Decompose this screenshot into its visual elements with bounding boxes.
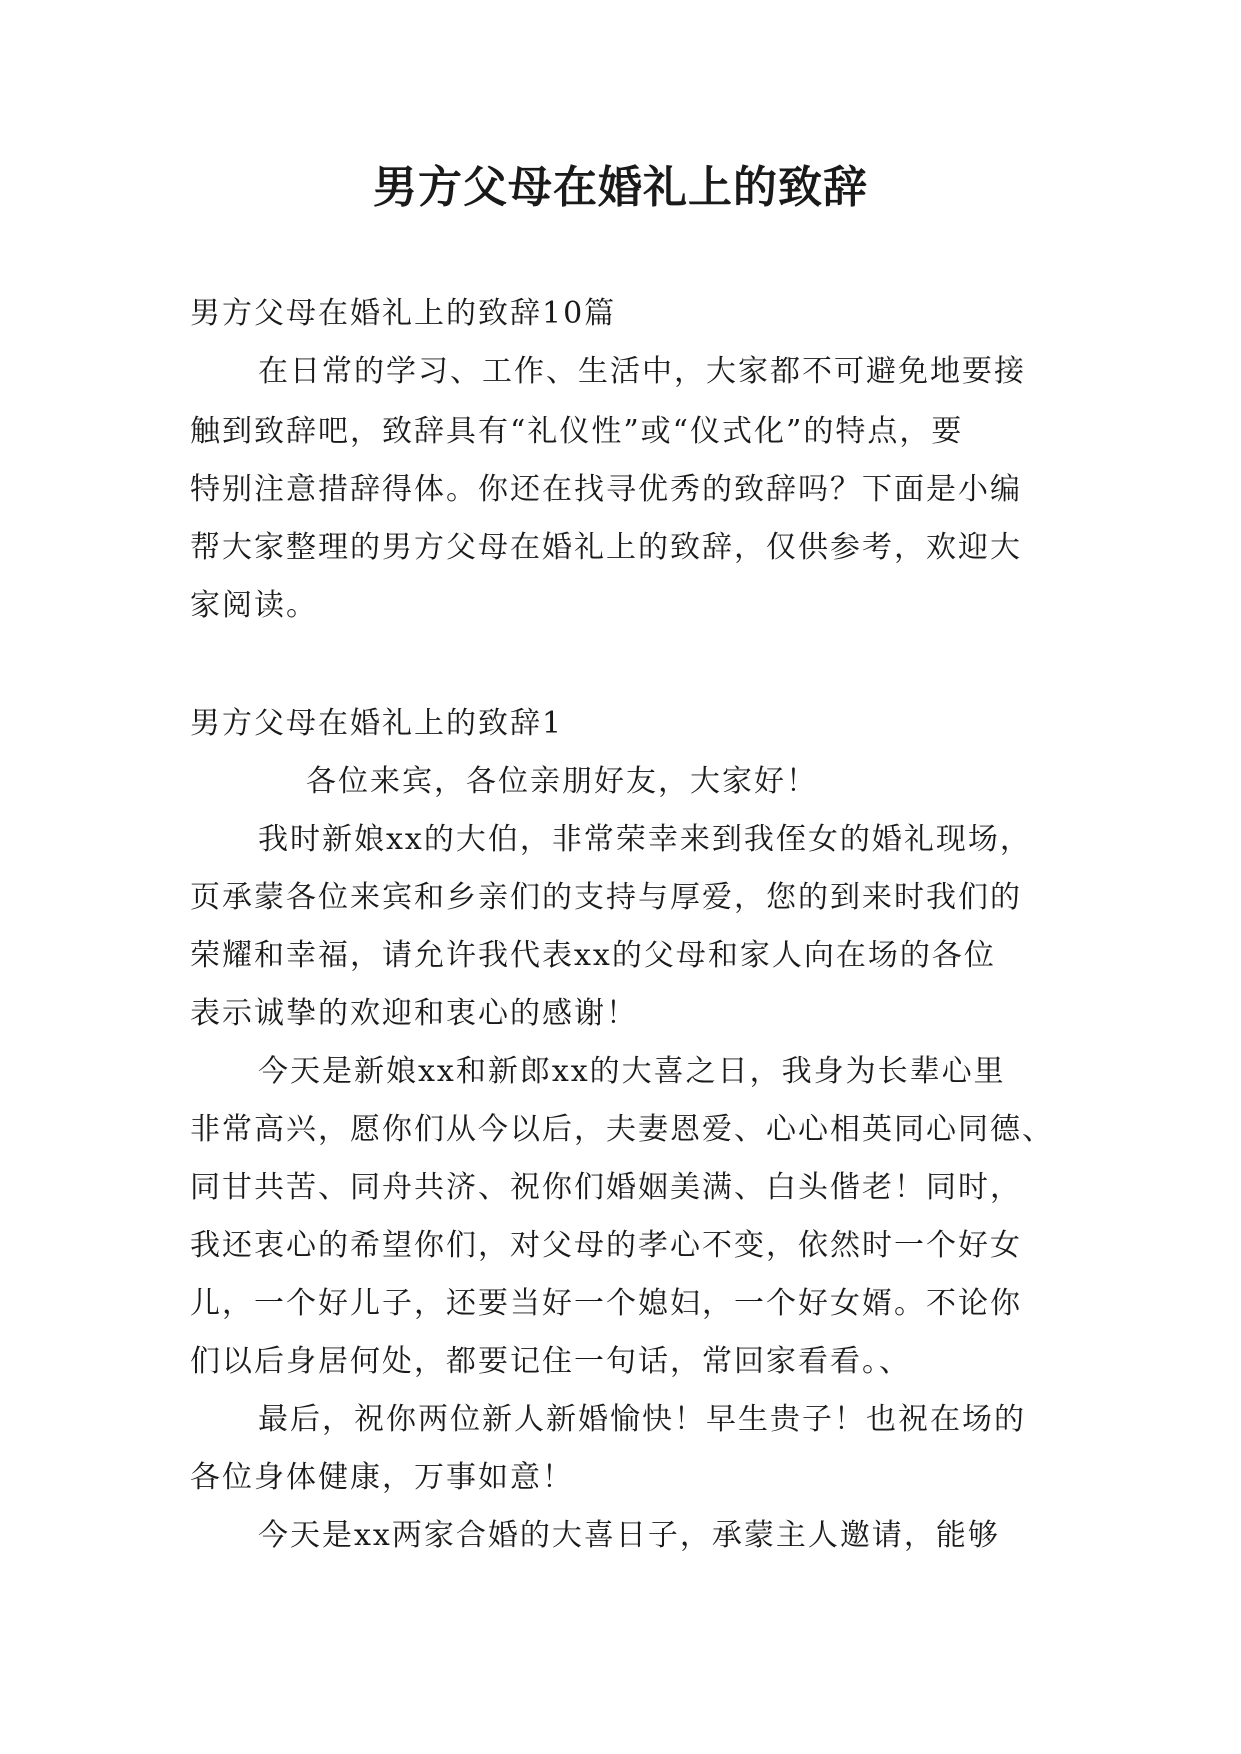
greeting-line: 各位来宾，各位亲朋好友，大家好！	[306, 764, 818, 799]
body-line: 荣耀和幸福，请允许我代表xx的父母和家人向在场的各位	[190, 938, 996, 973]
body-line: 页承蒙各位来宾和乡亲们的支持与厚爱，您的到来时我们的	[190, 880, 1022, 915]
section-heading: 男方父母在婚礼上的致辞1	[190, 706, 564, 741]
intro-line: 特别注意措辞得体。你还在找寻优秀的致辞吗？下面是小编	[190, 472, 1022, 507]
body-line: 儿，一个好儿子，还要当好一个媳妇，一个好女婿。不论你	[190, 1286, 1022, 1321]
intro-line: 帮大家整理的男方父母在婚礼上的致辞，仅供参考，欢迎大	[190, 530, 1022, 565]
intro-line: 在日常的学习、工作、生活中，大家都不可避免地要接	[258, 354, 1026, 389]
document-title: 男方父母在婚礼上的致辞	[373, 162, 868, 213]
body-line: 我还衷心的希望你们，对父母的孝心不变，依然时一个好女	[190, 1228, 1022, 1263]
body-line: 各位身体健康，万事如意！	[190, 1460, 574, 1495]
body-line: 今天是新娘xx和新郎xx的大喜之日，我身为长辈心里	[258, 1054, 1006, 1089]
body-line: 今天是xx两家合婚的大喜日子，承蒙主人邀请，能够	[258, 1518, 1000, 1553]
body-line: 我时新娘xx的大伯，非常荣幸来到我侄女的婚礼现场，	[258, 822, 1032, 857]
intro-line: 触到致辞吧，致辞具有“礼仪性”或“仪式化”的特点，要	[190, 414, 964, 449]
body-line: 最后，祝你两位新人新婚愉快！早生贵子！也祝在场的	[258, 1402, 1026, 1437]
body-line: 非常高兴，愿你们从今以后，夫妻恩爱、心心相英同心同德、	[190, 1112, 1054, 1147]
intro-line: 家阅读。	[190, 588, 318, 623]
body-line: 同甘共苦、同舟共济、祝你们婚姻美满、白头偕老！同时，	[190, 1170, 1022, 1205]
body-line: 们以后身居何处，都要记住一句话，常回家看看。、	[190, 1344, 911, 1379]
document-subtitle: 男方父母在婚礼上的致辞10篇	[190, 296, 617, 331]
body-line: 表示诚挚的欢迎和衷心的感谢！	[190, 996, 638, 1031]
